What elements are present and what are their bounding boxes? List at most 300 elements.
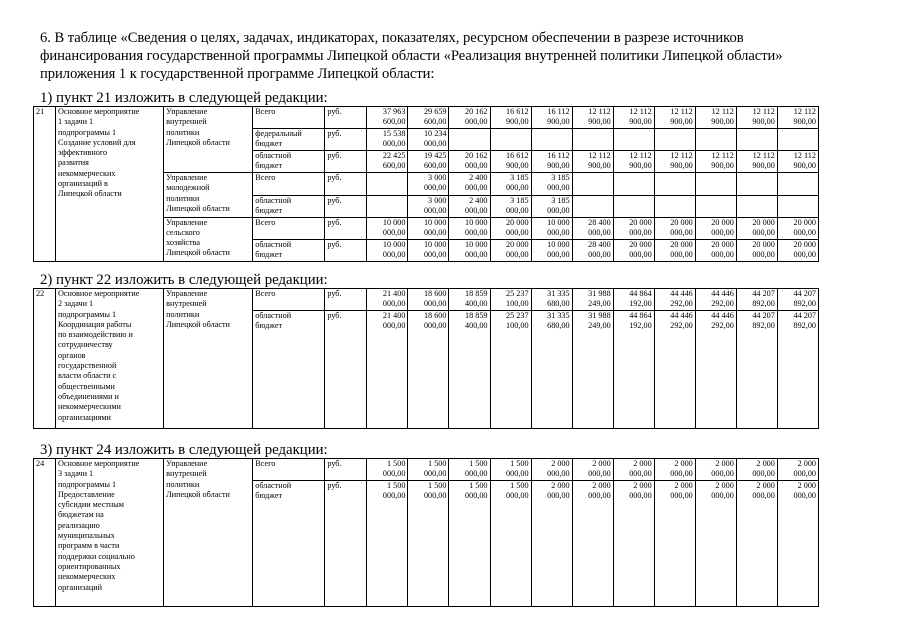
text-line: областной <box>255 151 292 160</box>
text-line: 2 000 <box>551 481 570 490</box>
value-cell <box>367 196 408 218</box>
text-line: 000,00 <box>423 469 447 479</box>
funding-source <box>253 289 325 311</box>
value-cell <box>613 129 654 151</box>
value-cell <box>695 239 736 261</box>
value-cell <box>695 196 736 218</box>
text-line: политики <box>166 309 200 319</box>
text-line: 000,00 <box>588 491 611 501</box>
value-cell <box>736 289 777 311</box>
text-line: 000,00 <box>382 139 406 149</box>
value-cell <box>654 311 695 429</box>
text-line: 000,00 <box>629 249 652 259</box>
section-title: 3) пункт 24 изложить в следующей редакции: <box>40 442 328 458</box>
text-line: 31 988 <box>588 311 611 320</box>
event-name <box>56 107 164 262</box>
value-cell <box>531 217 572 239</box>
text-line: 1 500 <box>469 481 488 490</box>
value-cell <box>654 107 695 129</box>
text-line: 680,00 <box>547 299 570 309</box>
text-line: бюджет <box>255 321 283 331</box>
value-cell <box>408 311 449 429</box>
text-line: областной <box>255 311 292 320</box>
text-line: политики <box>166 479 200 489</box>
text-line: 900,00 <box>711 117 734 127</box>
value-cell <box>654 129 695 151</box>
text-line: 10 000 <box>465 239 488 249</box>
text-line: 000,00 <box>423 249 447 259</box>
text-line: 100,00 <box>506 299 529 309</box>
text-line: подпрограммы 1 <box>58 309 117 319</box>
text-line: 44 207 <box>793 289 816 298</box>
text-line: 000,00 <box>793 249 816 259</box>
value-cell <box>613 459 654 481</box>
text-line: 249,00 <box>588 299 611 309</box>
text-line: внутренней <box>166 299 207 309</box>
value-cell <box>490 239 531 261</box>
unit-cell: руб. <box>325 481 367 607</box>
funding-source <box>253 481 325 607</box>
text-line: объединениями и <box>58 391 119 401</box>
text-line: 44 207 <box>752 289 775 298</box>
value-cell <box>367 173 408 196</box>
text-line: 28 400 <box>588 239 611 249</box>
text-line: 000,00 <box>423 139 447 149</box>
value-cell <box>367 151 408 173</box>
event-name <box>56 459 164 607</box>
text-line: 44 207 <box>752 311 775 320</box>
text-line: 20 000 <box>629 217 652 227</box>
text-line: 000,00 <box>588 469 611 479</box>
text-line: 44 207 <box>793 311 816 320</box>
text-line: Всего <box>255 217 276 227</box>
text-line: 000,00 <box>506 469 529 479</box>
text-line: 18 600 <box>423 289 447 298</box>
text-line: 20 000 <box>793 217 816 227</box>
text-line: 000,00 <box>793 227 816 237</box>
text-line: 000,00 <box>629 227 652 237</box>
value-cell <box>613 173 654 196</box>
text-line: Основное мероприятие <box>58 459 140 468</box>
text-line: 000,00 <box>506 491 529 501</box>
funding-source <box>253 311 325 429</box>
text-line: 16 612 <box>506 107 529 116</box>
text-line: некоммерческих <box>58 168 116 178</box>
text-line: 000,00 <box>588 249 611 259</box>
text-line: 000,00 <box>752 249 775 259</box>
table-row <box>34 107 819 129</box>
value-cell <box>695 217 736 239</box>
value-cell <box>777 459 818 481</box>
text-line: 892,00 <box>793 299 816 309</box>
text-line: молодежной <box>166 183 210 193</box>
value-cell <box>613 151 654 173</box>
value-cell <box>490 289 531 311</box>
value-cell <box>736 217 777 239</box>
text-line: 12 112 <box>711 151 734 160</box>
text-line: 20 000 <box>793 239 816 249</box>
text-line: 100,00 <box>506 321 529 331</box>
value-cell <box>408 129 449 151</box>
text-line: 000,00 <box>629 491 652 501</box>
text-line: 1 500 <box>387 481 406 490</box>
text-line: Управление <box>166 173 208 182</box>
value-cell <box>490 459 531 481</box>
text-line: 000,00 <box>465 117 488 127</box>
text-line: 20 000 <box>506 217 529 227</box>
text-line: Липецкой области <box>166 248 230 258</box>
text-line: 000,00 <box>382 469 406 479</box>
text-line: 2 000 <box>756 459 775 468</box>
text-line: 000,00 <box>382 299 406 309</box>
unit-cell: руб. <box>325 289 367 311</box>
text-line: 31 335 <box>547 289 570 298</box>
text-line: 000,00 <box>465 183 488 193</box>
text-line: 2 000 <box>715 481 734 490</box>
text-line: реализацию <box>58 520 100 530</box>
value-cell <box>736 239 777 261</box>
text-line: 000,00 <box>752 469 775 479</box>
value-cell <box>408 217 449 239</box>
funding-source <box>253 129 325 151</box>
text-line: ориентированных <box>58 561 121 571</box>
value-cell <box>572 459 613 481</box>
text-line: 1 500 <box>428 459 447 468</box>
value-cell <box>736 151 777 173</box>
text-line: Предоставление <box>58 489 115 499</box>
text-line: 20 000 <box>629 239 652 249</box>
text-line: 000,00 <box>465 206 488 216</box>
text-line: 000,00 <box>506 183 529 193</box>
section-title: 1) пункт 21 изложить в следующей редакции: <box>40 90 328 106</box>
text-line: 20 000 <box>711 239 734 249</box>
text-line: 600,00 <box>423 161 447 171</box>
text-line: 2 000 <box>674 459 693 468</box>
text-line: муниципальных <box>58 531 115 541</box>
value-cell <box>777 151 818 173</box>
text-line: 1 500 <box>428 481 447 490</box>
text-line: 292,00 <box>711 321 734 331</box>
value-cell <box>490 196 531 218</box>
text-line: 44 864 <box>629 289 652 298</box>
value-cell <box>367 217 408 239</box>
text-line: 16 112 <box>547 107 570 116</box>
text-line: бюджет <box>255 139 283 149</box>
text-line: общественными <box>58 381 115 391</box>
text-line: бюджет <box>255 206 283 216</box>
value-cell <box>613 481 654 607</box>
text-line: развития <box>58 158 89 168</box>
value-cell <box>695 129 736 151</box>
text-line: 28 400 <box>588 217 611 227</box>
text-line: 44 446 <box>711 311 734 320</box>
unit-cell: руб. <box>325 107 367 129</box>
text-line: областной <box>255 239 292 249</box>
text-line: 25 237 <box>506 289 529 298</box>
text-line: 2 000 <box>633 481 652 490</box>
text-line: 000,00 <box>465 227 488 237</box>
text-line: 900,00 <box>547 117 570 127</box>
row-number: 22 <box>34 289 56 429</box>
text-line: 900,00 <box>752 161 775 171</box>
text-line: 000,00 <box>423 183 447 193</box>
value-cell <box>367 289 408 311</box>
value-cell <box>654 239 695 261</box>
value-cell <box>613 217 654 239</box>
funding-source <box>253 239 325 261</box>
text-line: 20 162 <box>465 107 488 116</box>
text-line: субсидии местным <box>58 500 124 510</box>
text-line: 900,00 <box>629 161 652 171</box>
text-line: сотрудничеству <box>58 340 113 350</box>
value-cell <box>449 239 490 261</box>
text-line: некоммерческих <box>58 572 116 582</box>
text-line: 000,00 <box>547 491 570 501</box>
text-line: 000,00 <box>670 469 693 479</box>
text-line: Всего <box>255 107 276 116</box>
value-cell <box>531 151 572 173</box>
value-cell <box>367 129 408 151</box>
text-line: 12 112 <box>670 107 693 116</box>
text-line: организациями <box>58 412 111 422</box>
text-line: 1 задачи 1 <box>58 117 94 127</box>
text-line: федеральный <box>255 129 302 138</box>
text-line: 249,00 <box>588 321 611 331</box>
table-row <box>34 289 819 311</box>
text-line: 000,00 <box>423 491 447 501</box>
text-line: 44 446 <box>670 311 693 320</box>
text-line: 3 185 <box>551 196 570 205</box>
text-line: 21 400 <box>382 311 406 320</box>
text-line: областной <box>255 196 292 205</box>
text-line: 31 335 <box>547 311 570 320</box>
text-line: 12 112 <box>629 107 652 116</box>
value-cell <box>531 311 572 429</box>
text-line: государственной <box>58 361 117 371</box>
value-cell <box>408 196 449 218</box>
text-line: 2 000 <box>592 481 611 490</box>
value-cell <box>777 107 818 129</box>
text-line: 900,00 <box>506 117 529 127</box>
text-line: 2 000 <box>756 481 775 490</box>
text-line: 12 112 <box>588 107 611 116</box>
value-cell <box>572 151 613 173</box>
text-line: 292,00 <box>670 321 693 331</box>
value-cell <box>408 151 449 173</box>
text-line: 000,00 <box>547 206 570 216</box>
text-line: 000,00 <box>793 469 816 479</box>
text-line: 31 988 <box>588 289 611 298</box>
text-line: 900,00 <box>793 117 816 127</box>
text-line: 22 425 <box>382 151 406 160</box>
text-line: 1 500 <box>510 459 529 468</box>
text-line: хозяйства <box>166 238 201 248</box>
unit-cell: руб. <box>325 196 367 218</box>
text-line: 000,00 <box>423 206 447 216</box>
text-line: 000,00 <box>670 491 693 501</box>
text-line: 000,00 <box>506 227 529 237</box>
text-line: 3 185 <box>510 173 529 182</box>
value-cell <box>449 481 490 607</box>
text-line: 000,00 <box>547 227 570 237</box>
value-cell <box>531 289 572 311</box>
text-line: 20 000 <box>670 239 693 249</box>
text-line: 000,00 <box>465 249 488 259</box>
value-cell <box>572 107 613 129</box>
value-cell <box>408 173 449 196</box>
text-line: 2 000 <box>674 481 693 490</box>
text-line: 18 859 <box>465 289 488 298</box>
text-line: 3 185 <box>510 196 529 205</box>
text-line: 900,00 <box>670 161 693 171</box>
text-line: 900,00 <box>629 117 652 127</box>
text-line: 12 112 <box>670 151 693 160</box>
value-cell <box>449 196 490 218</box>
value-cell <box>572 311 613 429</box>
value-cell <box>408 239 449 261</box>
value-cell <box>572 129 613 151</box>
text-line: 12 112 <box>588 151 611 160</box>
text-line: Всего <box>255 459 276 468</box>
text-line: 3 185 <box>551 173 570 182</box>
text-line: внутренней <box>166 469 207 479</box>
text-line: Управление <box>166 217 208 227</box>
unit-cell: руб. <box>325 459 367 481</box>
text-line: 680,00 <box>547 321 570 331</box>
text-line: политики <box>166 193 200 203</box>
text-line: Липецкой области <box>166 489 230 499</box>
text-line: 900,00 <box>588 161 611 171</box>
text-line: 000,00 <box>506 249 529 259</box>
text-line: бюджет <box>255 491 283 501</box>
text-line: 192,00 <box>629 321 652 331</box>
value-cell <box>695 481 736 607</box>
value-cell <box>449 151 490 173</box>
text-line: 000,00 <box>752 227 775 237</box>
text-line: 000,00 <box>752 491 775 501</box>
value-cell <box>736 196 777 218</box>
text-line: 10 234 <box>423 129 447 138</box>
text-line: Липецкой области <box>58 189 122 199</box>
intro-line-3: приложения 1 к государственной программе Липецкой области: <box>40 66 435 82</box>
text-line: 900,00 <box>752 117 775 127</box>
value-cell <box>449 107 490 129</box>
value-cell <box>531 129 572 151</box>
text-line: 12 112 <box>629 151 652 160</box>
unit-cell: руб. <box>325 151 367 173</box>
text-line: 16 612 <box>506 151 529 160</box>
text-line: Основное мероприятие <box>58 289 140 298</box>
funding-source <box>253 151 325 173</box>
value-cell <box>736 459 777 481</box>
unit-cell: руб. <box>325 129 367 151</box>
text-line: Управление <box>166 289 208 298</box>
text-line: 000,00 <box>465 161 488 171</box>
text-line: 10 000 <box>423 217 447 227</box>
text-line: 12 112 <box>752 151 775 160</box>
budget-table <box>33 458 819 607</box>
text-line: 600,00 <box>382 117 406 127</box>
text-line: 3 000 <box>428 173 447 182</box>
text-line: 18 600 <box>423 311 447 320</box>
text-line: 10 000 <box>547 217 570 227</box>
text-line: 000,00 <box>547 469 570 479</box>
text-line: 44 446 <box>711 289 734 298</box>
value-cell <box>367 481 408 607</box>
text-line: 892,00 <box>793 321 816 331</box>
value-cell <box>736 311 777 429</box>
unit-cell: руб. <box>325 173 367 196</box>
text-line: 292,00 <box>670 299 693 309</box>
text-line: 900,00 <box>506 161 529 171</box>
executor-name <box>164 107 253 173</box>
text-line: 000,00 <box>506 206 529 216</box>
unit-cell: руб. <box>325 311 367 429</box>
text-line: 892,00 <box>752 321 775 331</box>
text-line: Липецкой области <box>166 319 230 329</box>
value-cell <box>572 196 613 218</box>
text-line: 000,00 <box>423 321 447 331</box>
text-line: 15 538 <box>382 129 406 138</box>
text-line: 44 864 <box>629 311 652 320</box>
text-line: Всего <box>255 289 276 298</box>
text-line: 000,00 <box>423 299 447 309</box>
text-line: 2 000 <box>633 459 652 468</box>
text-line: некоммерческими <box>58 402 121 412</box>
text-line: бюджетам на <box>58 510 104 520</box>
text-line: 3 задачи 1 <box>58 469 94 479</box>
text-line: 44 446 <box>670 289 693 298</box>
text-line: 2 000 <box>592 459 611 468</box>
value-cell <box>695 311 736 429</box>
text-line: 900,00 <box>711 161 734 171</box>
table-row <box>34 459 819 481</box>
text-line: 192,00 <box>629 299 652 309</box>
text-line: программ в части <box>58 541 120 551</box>
value-cell <box>777 481 818 607</box>
value-cell <box>449 459 490 481</box>
text-line: 900,00 <box>793 161 816 171</box>
value-cell <box>695 151 736 173</box>
value-cell <box>408 289 449 311</box>
value-cell <box>654 217 695 239</box>
value-cell <box>367 239 408 261</box>
text-line: подпрограммы 1 <box>58 479 117 489</box>
text-line: 892,00 <box>752 299 775 309</box>
text-line: 600,00 <box>423 117 447 127</box>
value-cell <box>613 107 654 129</box>
text-line: 20 162 <box>465 151 488 160</box>
text-line: 400,00 <box>465 321 488 331</box>
text-line: 20 000 <box>506 239 529 249</box>
text-line: 37 963 <box>382 107 406 116</box>
value-cell <box>408 107 449 129</box>
text-line: Всего <box>255 173 276 182</box>
text-line: 10 000 <box>547 239 570 249</box>
value-cell <box>367 107 408 129</box>
text-line: 000,00 <box>382 249 406 259</box>
value-cell <box>408 459 449 481</box>
text-line: 000,00 <box>547 249 570 259</box>
value-cell <box>408 481 449 607</box>
executor-name <box>164 173 253 218</box>
text-line: 3 000 <box>428 196 447 205</box>
value-cell <box>654 151 695 173</box>
value-cell <box>490 217 531 239</box>
value-cell <box>531 459 572 481</box>
text-line: 400,00 <box>465 299 488 309</box>
text-line: 21 400 <box>382 289 406 298</box>
